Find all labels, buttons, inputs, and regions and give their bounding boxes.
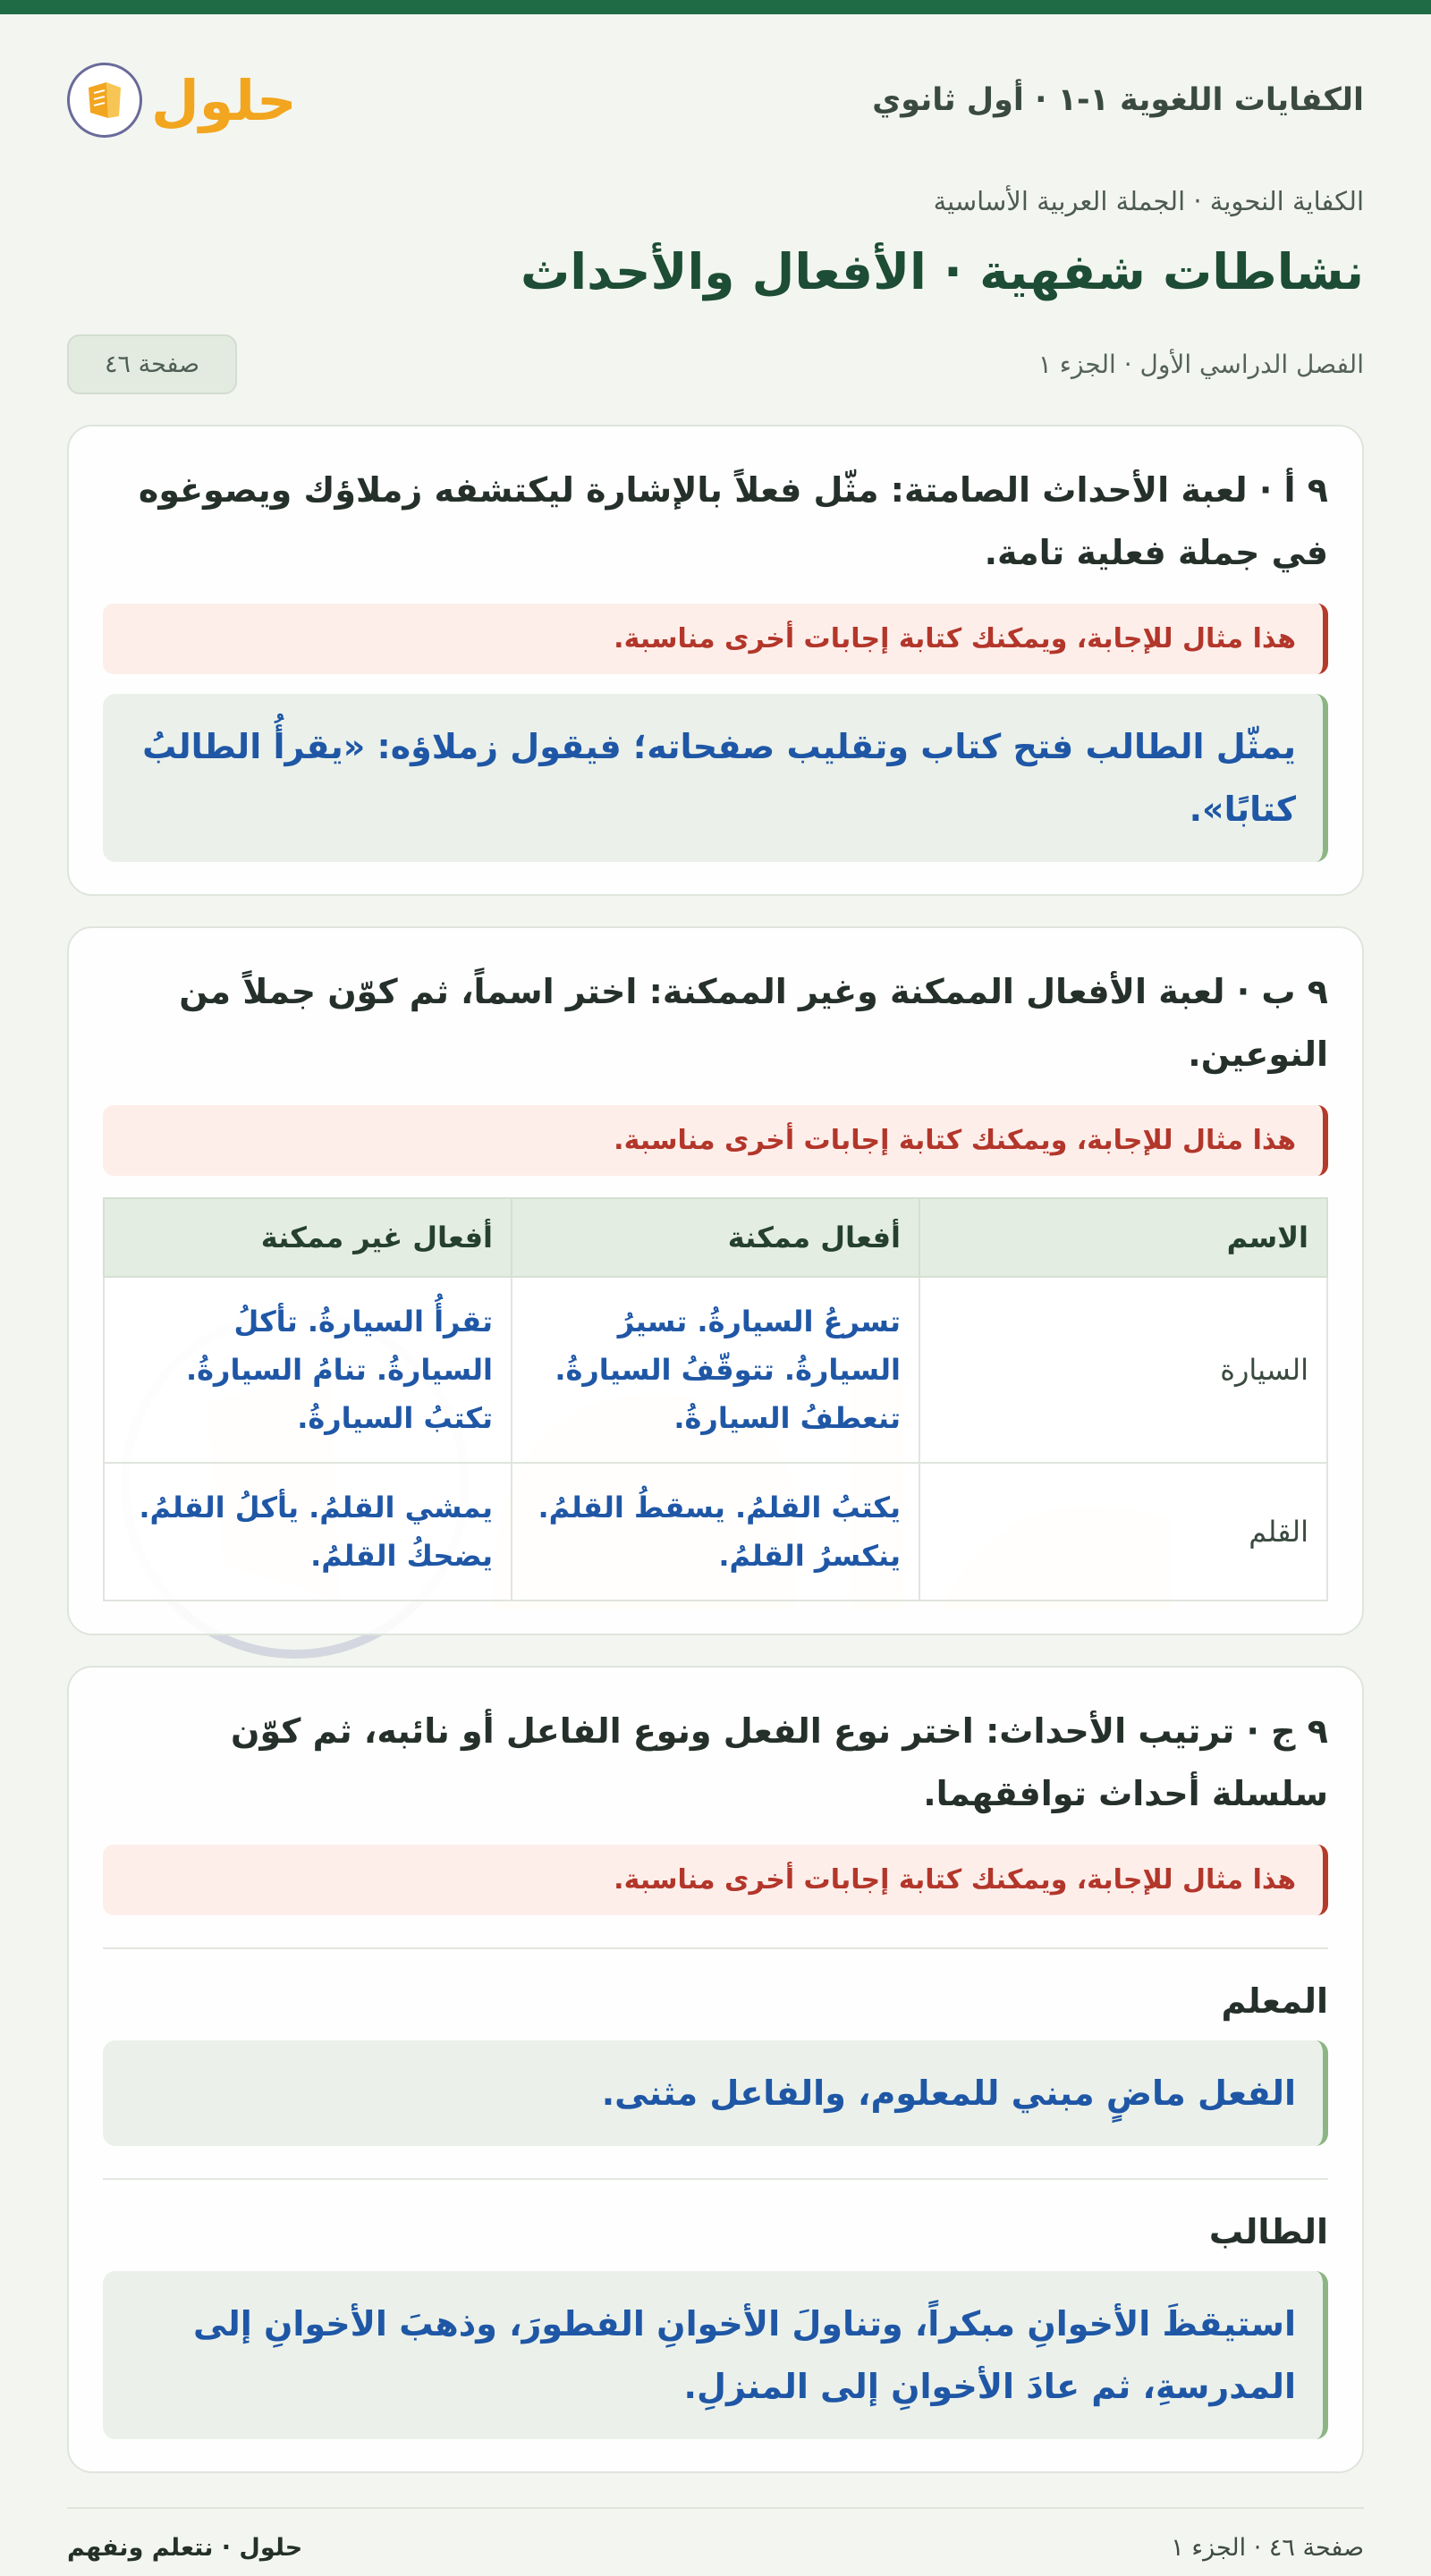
page-badge: صفحة ٤٦: [67, 334, 237, 394]
column-header-possible: أفعال ممكنة: [512, 1198, 919, 1277]
teacher-answer-box: الفعل ماضٍ مبني للمعلوم، والفاعل مثنى.: [103, 2040, 1328, 2146]
question-card-9b: [67, 926, 1364, 1635]
question-card-9c: [67, 1666, 1364, 2473]
example-note: هذا مثال للإجابة، ويمكنك كتابة إجابات أخرى مناسبة.: [103, 1105, 1328, 1176]
page-footer: [67, 2507, 1364, 2562]
divider: [103, 2178, 1328, 2180]
meta-row: [67, 334, 1364, 394]
footer-page-info: صفحة ٤٦ · الجزء ١: [1171, 2534, 1364, 2562]
logo-text: حلول: [151, 67, 297, 133]
page-header: [67, 14, 1364, 186]
student-label: الطالب: [1208, 2212, 1328, 2251]
column-header-impossible: أفعال غير ممكنة: [104, 1198, 512, 1277]
table-row: [104, 1463, 1327, 1600]
book-emblem-icon: [67, 63, 142, 138]
question-card-9a: [67, 425, 1364, 896]
teacher-label: المعلم: [1221, 1981, 1328, 2021]
breadcrumb: الكفاية النحوية · الجملة العربية الأساسية: [933, 186, 1364, 216]
book-title: الكفايات اللغوية ١-١ · أول ثانوي: [872, 82, 1364, 118]
noun-cell: القلم: [919, 1463, 1327, 1600]
question-text: ٩ ج · ترتيب الأحداث: اختر نوع الفعل ونوع الفاعل أو نائبه، ثم كوّن سلسلة أحداث توافقهما.: [231, 1711, 1328, 1813]
footer-brand: حلول · نتعلم ونفهم: [67, 2534, 303, 2562]
answer-box: يمثّل الطالب فتح كتاب وتقليب صفحاته؛ فيقول زملاؤه: «يقرأُ الطالبُ كتابًا».: [103, 694, 1328, 862]
impossible-cell: يمشي القلمُ. يأكلُ القلمُ. يضحكُ القلمُ.: [104, 1463, 512, 1600]
column-header-noun: الاسم: [919, 1198, 1327, 1277]
divider: [103, 1947, 1328, 1949]
verbs-table: [103, 1197, 1328, 1601]
table-row: [104, 1277, 1327, 1463]
question-text: ٩ ب · لعبة الأفعال الممكنة وغير الممكنة: اختر اسماً، ثم كوّن جملاً من النوعين.: [179, 972, 1328, 1074]
top-accent-bar: [0, 0, 1431, 14]
term-info: الفصل الدراسي الأول · الجزء ١: [1037, 350, 1364, 379]
question-text: ٩ أ · لعبة الأحداث الصامتة: مثّل فعلاً بالإشارة ليكتشفه زملاؤك ويصوغوه في جملة فعلية تامة.: [138, 470, 1328, 572]
student-answer-box: استيقظَ الأخوانِ مبكراً، وتناولَ الأخوانِ الفطورَ، وذهبَ الأخوانِ إلى المدرسةِ، ثم عادَ الأخوانِ إلى المنزلِ.: [103, 2271, 1328, 2439]
table-header-row: [104, 1198, 1327, 1277]
possible-cell: يكتبُ القلمُ. يسقطُ القلمُ. ينكسرُ القلمُ.: [512, 1463, 919, 1600]
impossible-cell: تقرأُ السيارةُ. تأكلُ السيارةُ. تنامُ السيارةُ. تكتبُ السيارةُ.: [104, 1277, 512, 1463]
noun-cell: السيارة: [919, 1277, 1327, 1463]
possible-cell: تسرعُ السيارةُ. تسيرُ السيارةُ. تتوقّفُ السيارةُ. تنعطفُ السيارةُ.: [512, 1277, 919, 1463]
brand-logo[interactable]: [67, 63, 297, 138]
page-title: نشاطات شفهية · الأفعال والأحداث: [520, 243, 1364, 300]
example-note: هذا مثال للإجابة، ويمكنك كتابة إجابات أخرى مناسبة.: [103, 604, 1328, 674]
example-note: هذا مثال للإجابة، ويمكنك كتابة إجابات أخرى مناسبة.: [103, 1845, 1328, 1915]
